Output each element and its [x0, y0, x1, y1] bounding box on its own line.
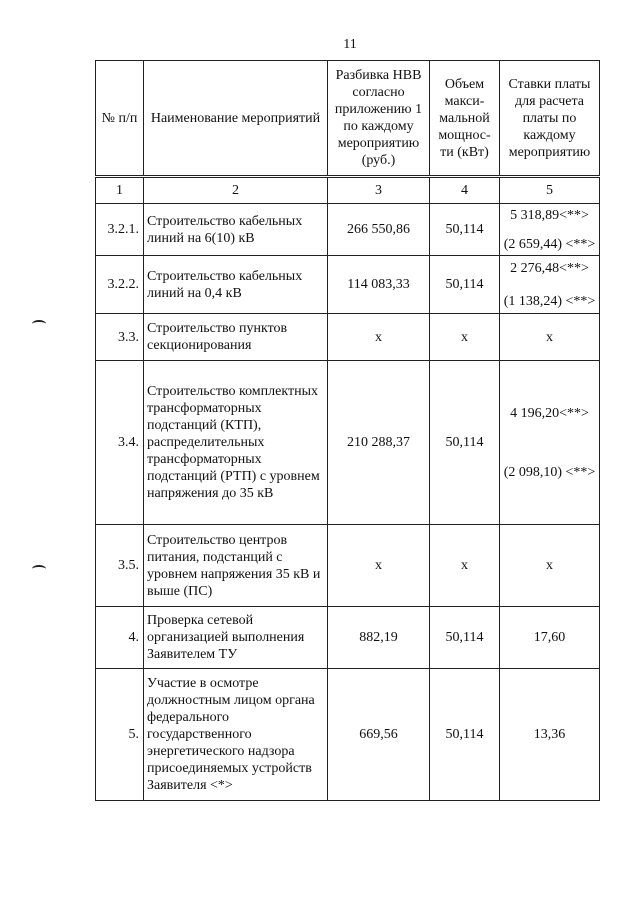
- row-number: 3.2.1.: [96, 204, 144, 256]
- rate-value: 4 196,20<**>: [510, 405, 589, 421]
- page-number: 11: [343, 37, 357, 52]
- margin-mark: [32, 320, 46, 328]
- table-row: [96, 607, 600, 669]
- row-name: Строительство центров питания, подстанций с уровнем напряжения 35 кВ и выше (ПС): [144, 525, 328, 607]
- row-rate: [500, 204, 600, 256]
- row-number: 4.: [96, 607, 144, 669]
- row-number: 3.2.2.: [96, 256, 144, 314]
- row-nvv: 114 083,33: [328, 256, 430, 314]
- row-nvv: x: [328, 314, 430, 361]
- row-name: Строительство кабельных линий на 0,4 кВ: [144, 256, 328, 314]
- margin-mark: [32, 565, 46, 573]
- col-number: 2: [144, 177, 328, 204]
- header-power: Объем макси- мальной мощнос- ти (кВт): [430, 61, 500, 177]
- row-power: x: [430, 314, 500, 361]
- header-nvv: Разбивка НВВ согласно приложению 1 по каждому мероприятию (руб.): [328, 61, 430, 177]
- col-number: 3: [328, 177, 430, 204]
- row-rate: 13,36: [500, 669, 600, 801]
- row-name: Проверка сетевой организацией выполнения Заявителем ТУ: [144, 607, 328, 669]
- rate-value: 5 318,89<**>: [510, 207, 589, 223]
- rate-value-alt: (2 098,10) <**>: [503, 464, 596, 480]
- row-name: Строительство кабельных линий на 6(10) кВ: [144, 204, 328, 256]
- rate-value-alt: (1 138,24) <**>: [503, 293, 596, 309]
- table-row: [96, 525, 600, 607]
- row-name: Строительство пунктов секционирования: [144, 314, 328, 361]
- rate-value-alt: (2 659,44) <**>: [503, 236, 596, 252]
- row-rate: x: [500, 525, 600, 607]
- row-rate: 17,60: [500, 607, 600, 669]
- table-row: [96, 314, 600, 361]
- row-number: 3.4.: [96, 361, 144, 525]
- col-number: 4: [430, 177, 500, 204]
- row-number: 3.5.: [96, 525, 144, 607]
- row-name: Строительство комплектных трансформаторных подстанций (КТП), распределительных трансформаторных подстанций (РТП) с уровнем напряжения до 35 кВ: [144, 361, 328, 525]
- row-nvv: 669,56: [328, 669, 430, 801]
- row-nvv: 882,19: [328, 607, 430, 669]
- col-number: 1: [96, 177, 144, 204]
- header-no: № п/п: [96, 61, 144, 177]
- row-nvv: x: [328, 525, 430, 607]
- tariff-table: [95, 60, 600, 801]
- row-power: 50,114: [430, 256, 500, 314]
- row-rate: [500, 361, 600, 525]
- rate-value: 2 276,48<**>: [510, 260, 589, 276]
- row-number: 5.: [96, 669, 144, 801]
- table-row: [96, 669, 600, 801]
- row-rate: [500, 256, 600, 314]
- header-rate: Ставки платы для расчета платы по каждому мероприятию: [500, 61, 600, 177]
- table-row: [96, 204, 600, 256]
- row-power: 50,114: [430, 669, 500, 801]
- row-power: 50,114: [430, 361, 500, 525]
- table-row: [96, 256, 600, 314]
- row-rate: x: [500, 314, 600, 361]
- row-power: 50,114: [430, 204, 500, 256]
- row-power: x: [430, 525, 500, 607]
- row-number: 3.3.: [96, 314, 144, 361]
- col-number: 5: [500, 177, 600, 204]
- header-name: Наименование мероприятий: [144, 61, 328, 177]
- table-row: [96, 361, 600, 525]
- row-nvv: 210 288,37: [328, 361, 430, 525]
- row-nvv: 266 550,86: [328, 204, 430, 256]
- row-power: 50,114: [430, 607, 500, 669]
- row-name: Участие в осмотре должностным лицом органа федерального государственного энергетического надзора присоединяемых устройств Заявителя <*>: [144, 669, 328, 801]
